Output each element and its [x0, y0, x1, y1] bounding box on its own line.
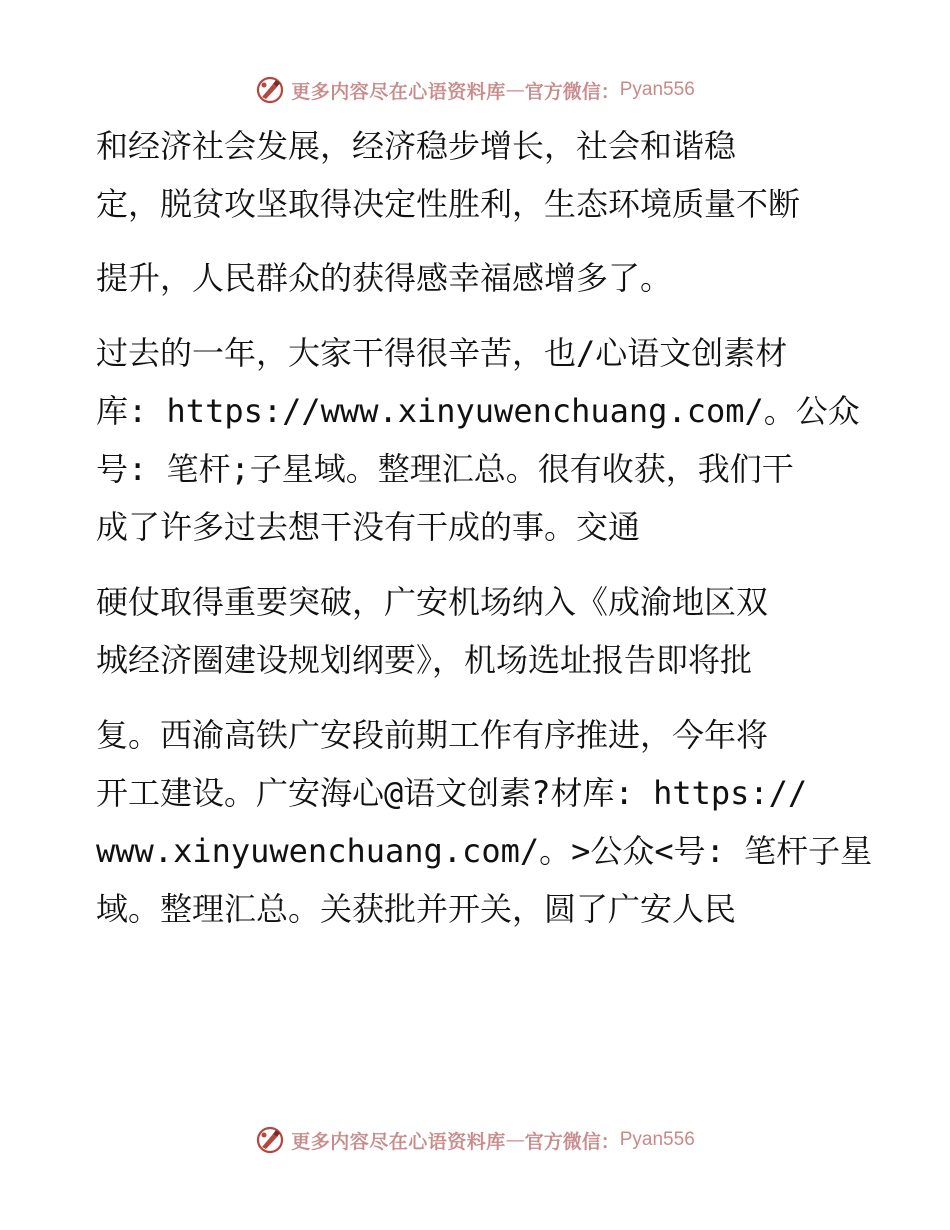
- text-line: 和经济社会发展，经济稳步增长，社会和谐稳: [96, 127, 737, 165]
- text-line: 城经济圈建设规划纲要》，机场选址报告即将批: [96, 641, 753, 679]
- text-line: 成了许多过去想干没有干成的事。交通: [96, 508, 641, 546]
- text-line: 库: https://www.xinyuwenchuang.com/。公众: [96, 392, 860, 430]
- text-line: 过去的一年，大家干得很辛苦，也/心语文创素材: [96, 334, 788, 372]
- footer-brand-text: 更多内容尽在心语资料库: [291, 1130, 506, 1153]
- pen-logo-icon: [255, 75, 285, 105]
- footer-banner: [0, 1122, 950, 1158]
- header-brand-text: 更多内容尽在心语资料库: [291, 80, 506, 103]
- header-separator: —: [505, 79, 525, 101]
- header-wechat-id: Pyan556: [619, 79, 695, 100]
- footer-separator: —: [505, 1129, 525, 1151]
- pen-logo-icon: [255, 1125, 285, 1155]
- header-banner: [0, 72, 950, 108]
- text-line: 提升，人民群众的获得感幸福感增多了。: [96, 259, 673, 297]
- text-line: 硬仗取得重要突破，广安机场纳入《成渝地区双: [96, 583, 769, 621]
- footer-wechat-label: 官方微信：: [524, 1130, 620, 1153]
- footer-wechat-id: Pyan556: [619, 1129, 695, 1150]
- header-wechat-label: 官方微信：: [524, 80, 620, 103]
- text-line: 复。西渝高铁广安段前期工作有序推进，今年将: [96, 716, 769, 754]
- text-line: 号: 笔杆;子星域。整理汇总。很有收获，我们干: [96, 450, 794, 488]
- text-line: 定，脱贫攻坚取得决定性胜利，生态环境质量不断: [96, 185, 801, 223]
- text-line: www.xinyuwenchuang.com/。>公众<号: 笔杆子星: [96, 832, 873, 870]
- text-line: 域。整理汇总。关获批并开关，圆了广安人民: [96, 890, 737, 928]
- text-line: 开工建设。广安海心@语文创素?材库: https://: [96, 774, 808, 812]
